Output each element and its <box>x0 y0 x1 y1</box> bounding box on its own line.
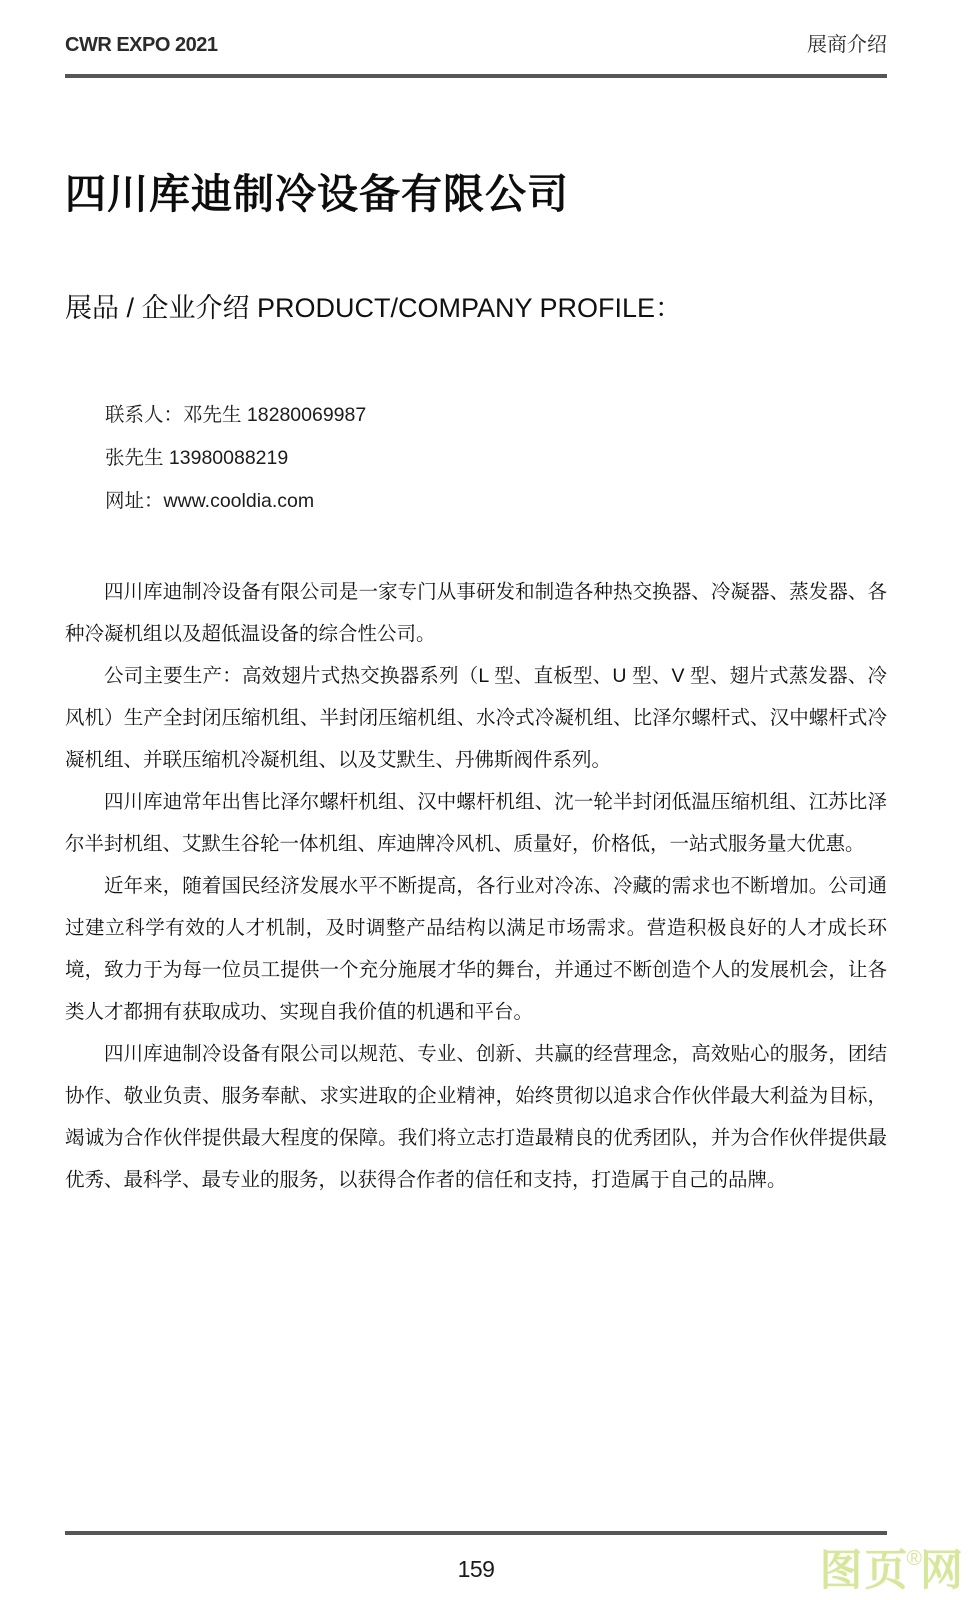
contact-line-person-2: 张先生 13980088219 <box>105 447 289 469</box>
profile-paragraph: 公司主要生产：高效翅片式热交换器系列（L 型、直板型、U 型、V 型、翅片式蒸发器、冷风机）生产全封闭压缩机组、半封闭压缩机组、水冷式冷凝机组、比泽尔螺杆式、汉中螺杆式冷凝机组、并联压缩机冷凝机组、以及艾默生、丹佛斯阀件系列。 <box>65 665 887 771</box>
page-header <box>65 0 887 58</box>
watermark-text-right: 网 <box>920 1547 965 1595</box>
expo-title: CWR EXPO 2021 <box>65 34 218 56</box>
company-name-title: 四川库迪制冷设备有限公司 <box>65 171 569 217</box>
watermark-text-left: 图页 <box>819 1547 910 1595</box>
contact-line-website: 网址：www.cooldia.com <box>105 490 315 512</box>
company-profile-text <box>65 571 887 1201</box>
profile-paragraph: 四川库迪常年出售比泽尔螺杆机组、汉中螺杆机组、沈一轮半封闭低温压缩机组、江苏比泽尔半封机组、艾默生谷轮一体机组、库迪牌冷风机、质量好，价格低，一站式服务量大优惠。 <box>65 791 887 855</box>
contact-block <box>105 394 887 523</box>
contact-line-person: 联系人：邓先生 18280069987 <box>105 404 367 426</box>
registered-trademark-icon: ® <box>906 1547 924 1570</box>
header-rule <box>65 74 887 78</box>
profile-paragraph: 近年来，随着国民经济发展水平不断提高，各行业对冷冻、冷藏的需求也不断增加。公司通过建立科学有效的人才机制，及时调整产品结构以满足市场需求。营造积极良好的人才成长环境，致力于为每一位员工提供一个充分施展才华的舞台，并通过不断创造个人的发展机会，让各类人才都拥有获取成功、实现自我价值的机遇和平台。 <box>65 875 887 1023</box>
profile-section-heading: 展品 / 企业介绍 PRODUCT/COMPANY PROFILE： <box>65 293 683 323</box>
profile-paragraph: 四川库迪制冷设备有限公司以规范、专业、创新、共赢的经营理念，高效贴心的服务，团结协作、敬业负责、服务奉献、求实进取的企业精神，始终贯彻以追求合作伙伴最大利益为目标，竭诚为合作伙伴提供最大程度的保障。我们将立志打造最精良的优秀团队，并为合作伙伴提供最优秀、最科学、最专业的服务，以获得合作者的信任和支持，打造属于自己的品牌。 <box>65 1043 887 1191</box>
footer-rule <box>65 1531 887 1535</box>
page-number: 159 <box>457 1556 495 1582</box>
header-section-label: 展商介绍 <box>807 34 887 56</box>
profile-paragraph: 四川库迪制冷设备有限公司是一家专门从事研发和制造各种热交换器、冷凝器、蒸发器、各种冷凝机组以及超低温设备的综合性公司。 <box>65 581 887 645</box>
watermark <box>820 1548 965 1594</box>
